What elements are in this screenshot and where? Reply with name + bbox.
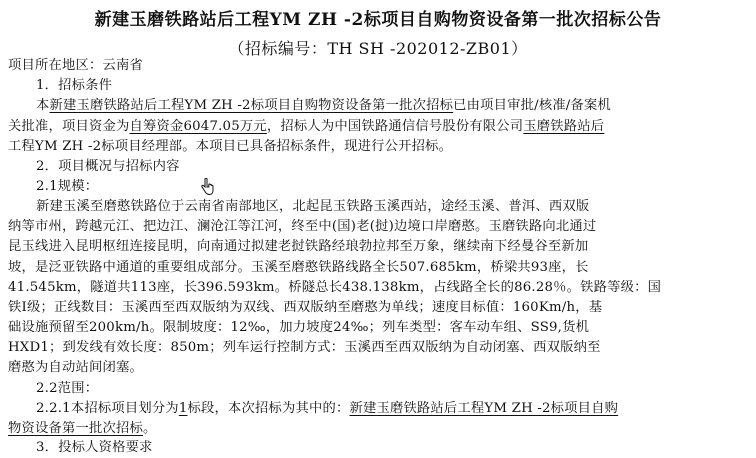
text-segment: 2.2.1本招标项目划分为 [36, 401, 179, 416]
announcement-title: 新建玉磨铁路站后工程YM ZH -2标项目自购物资设备第一批次招标公告 [94, 10, 662, 30]
section-1-paragraph-line-3: 工程YM ZH -2标项目经理部。本项目已具备招标条件，现进行公开招标。 [8, 139, 453, 154]
tender-number: （招标编号：TH SH -202012-ZB01） [228, 39, 528, 58]
tenderee-underlined: 玉磨铁路站后 [523, 119, 605, 134]
text-segment: 。 [142, 421, 157, 436]
scale-line-4: 坡，是泛亚铁路中通道的重要组成部分。玉溪至磨憨铁路线路全长507.685km，桥梁共93座，长 [8, 260, 589, 275]
section-1-paragraph-line-1 [36, 96, 611, 116]
funding-underlined: 自筹资金6047.05万元 [129, 119, 267, 134]
scale-line-3: 昆玉线进入昆明枢纽连接昆明，向南通过拟建老挝铁路经琅勃拉邦至万象，继续南下经曼谷至新加 [8, 239, 589, 254]
section-2-1-heading: 2.1规模： [36, 179, 99, 194]
section-1-heading: 1．招标条件 [36, 78, 113, 93]
section-3-heading: 3．投标人资格要求 [36, 440, 153, 455]
scale-line-9: 磨憨为自动站间闭塞。 [8, 360, 143, 375]
scope-line-2 [8, 419, 156, 439]
section-1-paragraph-line-2 [8, 117, 604, 137]
text-segment: ，招标人为中国铁路通信信号股份有限公司 [266, 119, 524, 134]
section-2-heading: 2．项目概况与招标内容 [36, 159, 180, 174]
lot-count-underlined: 1 [178, 401, 188, 416]
project-name-underlined: 新建玉磨铁路站后工程YM ZH -2标项目自购物资设备第一批次招标 [49, 98, 454, 113]
scope-project-underlined: 新建玉磨铁路站后工程YM ZH -2标项目自购 [349, 401, 619, 416]
text-segment: 本 [36, 98, 50, 113]
scale-line-5: 41.545km，隧道共113座，长396.593km。桥隧总长438.138km，占线路全长的86.28％。铁路等级：国 [8, 280, 662, 295]
text-segment: 关批准，项目资金为 [8, 119, 130, 134]
scale-line-2: 纳等市州，跨越元江、把边江、澜沧江等江河，终至中(国)老(挝)边境口岸磨憨。玉磨铁路向北通过 [8, 219, 597, 234]
scale-line-1: 新建玉溪至磨憨铁路位于云南省南部地区，北起昆玉铁路玉溪西站，途经玉溪、普洱、西双版 [36, 199, 590, 214]
section-2-2-heading: 2.2范围： [36, 381, 99, 396]
hand-cursor-icon [200, 178, 214, 196]
project-region: 项目所在地区：云南省 [8, 58, 143, 73]
scale-line-6: 铁Ⅰ级；正线数目：玉溪西至西双版纳为双线、西双版纳至磨憨为单线；速度目标值：160Km/h，基 [8, 300, 603, 315]
scope-project-underlined-cont: 物资设备第一批次招标 [8, 421, 143, 436]
scope-line-1 [36, 399, 618, 419]
text-segment: 标段，本次招标为其中的： [187, 401, 350, 416]
scale-line-7: 础设施预留至200km/h。限制坡度：12‰，加力坡度24‰；列车类型：客车动车组、SS9,货机 [8, 320, 590, 335]
scale-line-8: HXD1；到发线有效长度：850m；列车运行控制方式：玉溪西至西双版纳为自动闭塞、西双版纳至 [8, 340, 601, 355]
text-segment: 已由项目审批/核准/备案机 [453, 98, 611, 113]
